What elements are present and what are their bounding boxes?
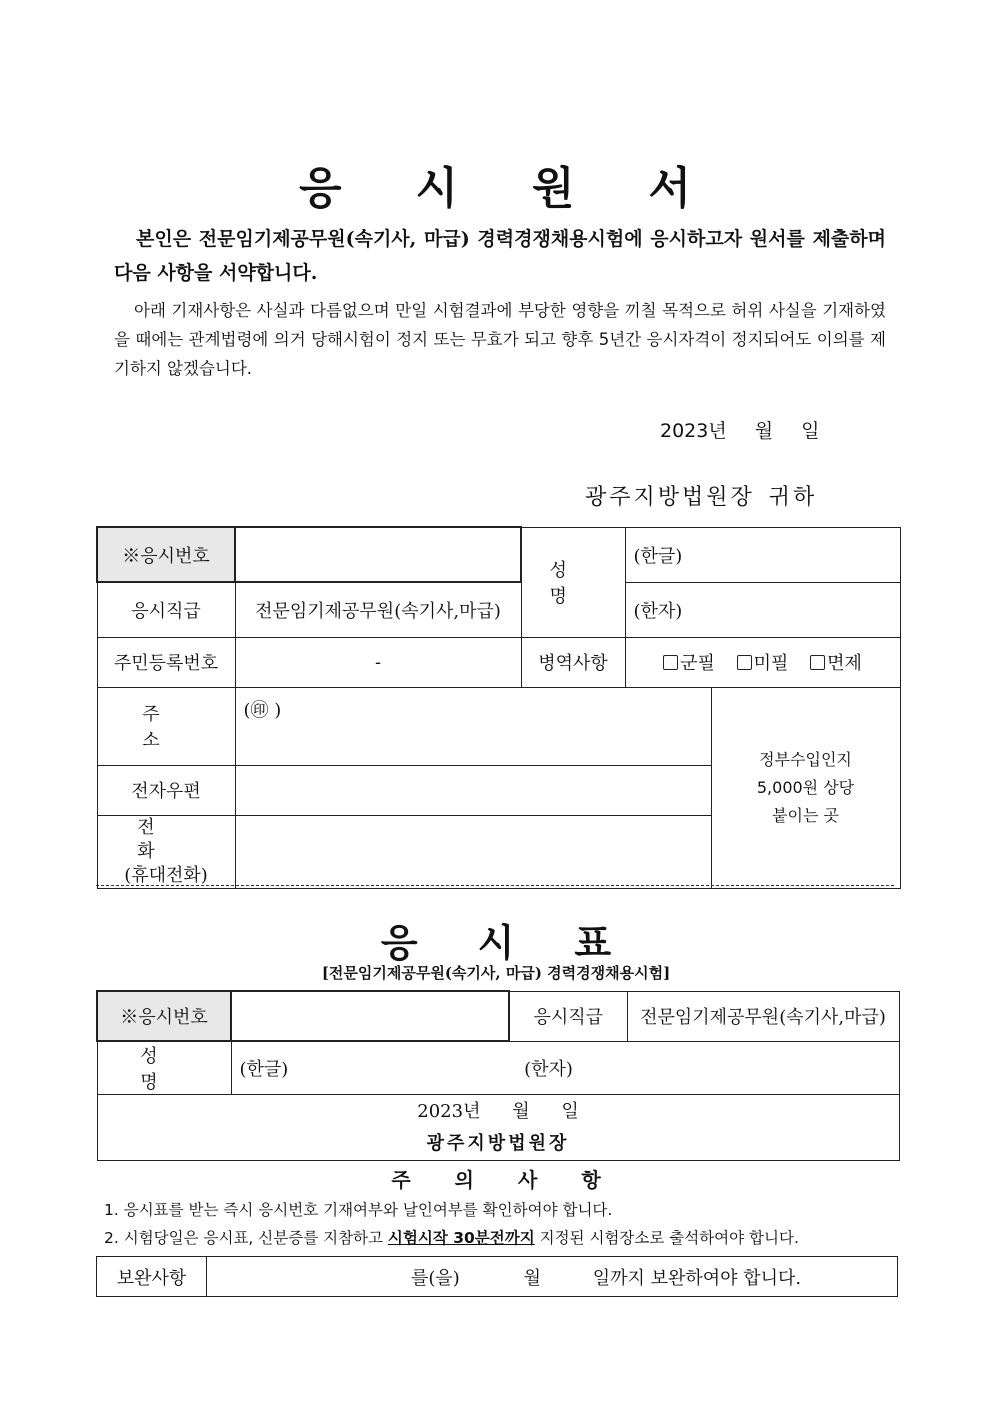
application-form-table xyxy=(96,526,901,889)
resident-no-label: 주민등록번호 xyxy=(97,637,235,687)
notice-title xyxy=(0,1164,992,1193)
ticket-position-label: 응시직급 xyxy=(509,991,627,1041)
stamp-line: 붙이는 곳 xyxy=(772,805,839,825)
notice-emphasis: 시험시작 30분전까지 xyxy=(387,1229,535,1247)
military-label: 병역사항 xyxy=(521,637,625,687)
title-char: 시 xyxy=(477,921,515,965)
addressee xyxy=(585,480,817,511)
stamp-line: 정부수입인지 xyxy=(759,749,852,769)
title-char: 표 xyxy=(574,921,612,965)
phone-field[interactable] xyxy=(235,815,711,888)
date-day: 일 xyxy=(801,420,820,442)
stamp-line: 5,000원 상당 xyxy=(756,777,855,797)
address-field[interactable] xyxy=(235,687,711,765)
supplement-table xyxy=(96,1256,898,1297)
supplement-field[interactable] xyxy=(207,1257,898,1297)
cut-line xyxy=(96,885,894,886)
phone-label-line1: 전 화 xyxy=(137,816,195,862)
revenue-stamp-area xyxy=(711,687,900,888)
name-hangul-label: (한글) xyxy=(633,545,683,567)
date-month: 월 xyxy=(754,420,774,442)
ticket-name-hanja: (한자) xyxy=(524,1059,573,1080)
notice-item: 2. 시험당일은 응시표, 신분증를 지참하고 시험시작 30분전까지 지정된 시험장소로 출석하여야 합니다. xyxy=(104,1229,799,1247)
checkbox[interactable] xyxy=(737,655,752,670)
ticket-title xyxy=(0,912,992,967)
exam-no-label: ※응시번호 xyxy=(97,527,235,582)
addressee-name: 광주지방법원장 xyxy=(585,485,755,510)
title-char: 항 xyxy=(581,1168,601,1192)
title-char: 주 xyxy=(391,1168,411,1192)
resident-no-field[interactable]: - xyxy=(235,637,521,687)
title-char: 원 xyxy=(532,163,577,214)
ticket-position-value: 전문임기제공무원(속기사,마급) xyxy=(627,991,899,1041)
supplement-part: 월 xyxy=(523,1267,541,1289)
address-label: 주 소 xyxy=(97,687,235,765)
title-char: 서 xyxy=(648,163,694,214)
date-day: 일 xyxy=(561,1100,579,1122)
date-year: 2023년 xyxy=(660,420,727,442)
title-char: 의 xyxy=(454,1168,474,1192)
position-value: 전문임기제공무원(속기사,마급) xyxy=(235,582,521,637)
title-char: 응 xyxy=(298,163,344,214)
ticket-issue-block xyxy=(97,1095,899,1161)
title-char: 응 xyxy=(380,921,418,965)
supplement-label: 보완사항 xyxy=(97,1257,207,1297)
intro-statement xyxy=(114,222,886,290)
zip-marker: (㊞ ) xyxy=(243,699,282,721)
ticket-subtitle: [전문임기제공무원(속기사, 마급) 경력경쟁채용시험] xyxy=(321,964,671,982)
military-option-unserved[interactable]: 미필 xyxy=(737,653,789,674)
phone-label xyxy=(97,815,235,888)
pledge-text: 아래 기재사항은 사실과 다름없으며 만일 시험결과에 부당한 영향을 끼칠 목적으로 허위 사실을 기재하였을 때에는 관계법령에 의거 당해시험이 정지 또는 무효가 되고 향후 5년간 응시자격이 정지되어도 이의를 제기하지 않겠습니다. xyxy=(114,301,886,378)
name-label: 성 명 xyxy=(521,527,625,637)
name-hanja-label: (한자) xyxy=(633,600,683,622)
title-char: 사 xyxy=(518,1168,538,1192)
ticket-issuer: 광주지방법원장 xyxy=(426,1132,570,1154)
ticket-name-field[interactable] xyxy=(231,1041,899,1095)
ticket-date xyxy=(106,1096,891,1128)
name-hangul-field[interactable] xyxy=(625,527,900,582)
date-month: 월 xyxy=(512,1100,530,1122)
supplement-part: 를(을) xyxy=(411,1267,460,1289)
checkbox[interactable] xyxy=(663,655,678,670)
position-label: 응시직급 xyxy=(97,582,235,637)
checkbox[interactable] xyxy=(810,655,825,670)
pledge-statement xyxy=(114,296,886,383)
military-options xyxy=(625,637,900,687)
ticket-name-label: 성 명 xyxy=(97,1041,231,1095)
addressee-honorific: 귀하 xyxy=(768,485,818,510)
phone-label-line2: (휴대전화) xyxy=(124,864,208,886)
ticket-table xyxy=(96,990,900,1161)
exam-no-field[interactable] xyxy=(235,527,521,582)
date-year: 2023년 xyxy=(417,1100,481,1122)
title-char: 시 xyxy=(415,163,460,214)
intro-text: 본인은 전문임기제공무원(속기사, 마급) 경력경쟁채용시험에 응시하고자 원서를 제출하며 다음 사항을 서약합니다. xyxy=(114,228,886,284)
name-hanja-field[interactable] xyxy=(625,582,900,637)
ticket-name-hangul: (한글) xyxy=(239,1059,289,1080)
email-field[interactable] xyxy=(235,765,711,815)
military-option-served[interactable]: 군필 xyxy=(663,653,715,674)
military-option-exempt[interactable]: 면제 xyxy=(810,653,862,674)
ticket-exam-no-field[interactable] xyxy=(231,991,509,1041)
application-date xyxy=(660,416,847,443)
notice-list xyxy=(104,1196,799,1252)
ticket-exam-no-label: ※응시번호 xyxy=(97,991,231,1041)
email-label: 전자우편 xyxy=(97,765,235,815)
application-title xyxy=(0,152,992,216)
notice-item: 1. 응시표를 받는 즉시 응시번호 기재여부와 날인여부를 확인하여야 합니다. xyxy=(104,1201,613,1219)
supplement-part: 일까지 보완하여야 합니다. xyxy=(592,1267,802,1289)
